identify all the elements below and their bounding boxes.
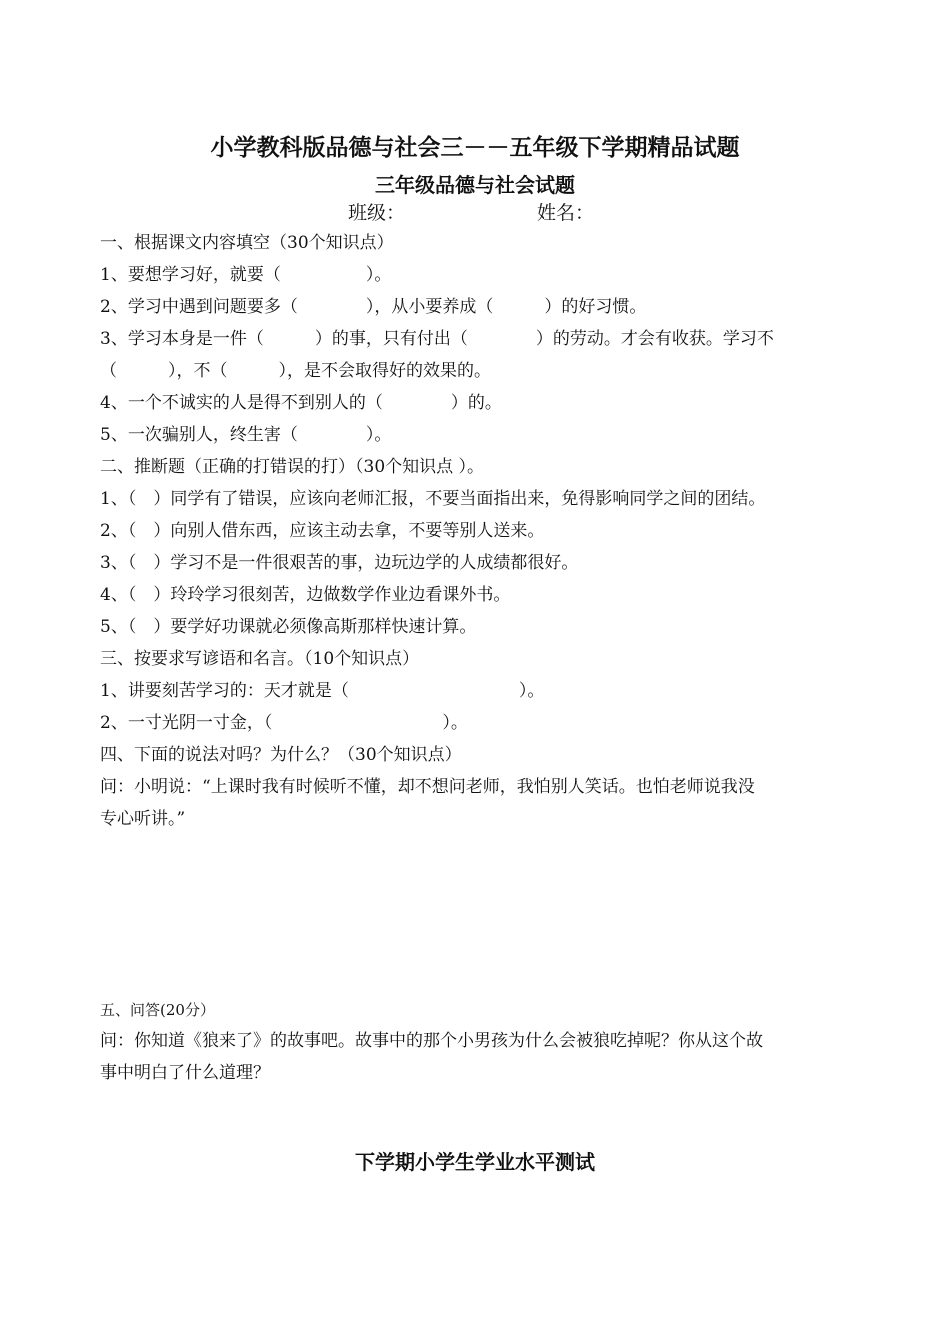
section1-question-4: 4、一个不诚实的人是得不到别人的（ ）的。 [100, 393, 502, 413]
section1-question-3-line2: （ ），不（ ），是不会取得好的效果的。 [100, 361, 491, 381]
section1-question-3-line1: 3、学习本身是一件（ ）的事，只有付出（ ）的劳动。才会有收获。学习不 [100, 329, 774, 349]
section5-heading: 五、问答(20分） [100, 1001, 215, 1019]
section3-question-2: 2、一寸光阴一寸金，（ ）。 [100, 713, 468, 733]
section5-question-line1: 问：你知道《狼来了》的故事吧。故事中的那个小男孩为什么会被狼吃掉呢？你从这个故 [100, 1031, 763, 1051]
section2-heading: 二、推断题（正确的打错误的打）（30个知识点 ）。 [100, 457, 485, 477]
section3-heading: 三、按要求写谚语和名言。（10个知识点） [100, 649, 420, 669]
section1-question-5: 5、一次骗别人，终生害（ ）。 [100, 425, 392, 445]
section4-question-line1: 问：小明说：“上课时我有时候听不懂，却不想问老师，我怕别人笑话。也怕老师说我没 [100, 777, 755, 797]
section1-heading: 一、根据课文内容填空（30个知识点） [100, 233, 394, 253]
section4-heading: 四、下面的说法对吗？为什么？（30个知识点） [100, 745, 462, 765]
section1-question-2: 2、学习中遇到问题要多（ ），从小要养成（ ）的好习惯。 [100, 297, 647, 317]
sub-title: 三年级品德与社会试题 [375, 173, 575, 197]
section2-question-4: 4、（ ）玲玲学习很刻苦，边做数学作业边看课外书。 [100, 585, 511, 605]
footer-title: 下学期小学生学业水平测试 [355, 1150, 595, 1174]
section3-question-1: 1、讲要刻苦学习的：天才就是（ ）。 [100, 681, 545, 701]
student-info-row [0, 198, 950, 228]
section2-question-2: 2、（ ）向别人借东西，应该主动去拿，不要等别人送来。 [100, 521, 545, 541]
class-label: 班级： [348, 202, 406, 224]
section1-question-1: 1、要想学习好，就要（ ）。 [100, 265, 392, 285]
section4-question-line2: 专心听讲。” [100, 809, 186, 829]
section2-question-5: 5、（ ）要学好功课就必须像高斯那样快速计算。 [100, 617, 477, 637]
section5-question-line2: 事中明白了什么道理？ [100, 1063, 270, 1083]
section2-question-3: 3、（ ）学习不是一件很艰苦的事，边玩边学的人成绩都很好。 [100, 553, 579, 573]
name-label: 姓名： [537, 202, 595, 224]
section2-question-1: 1、（ ）同学有了错误，应该向老师汇报，不要当面指出来，免得影响同学之间的团结。 [100, 489, 766, 509]
main-title: 小学教科版品德与社会三－－五年级下学期精品试题 [210, 134, 740, 161]
